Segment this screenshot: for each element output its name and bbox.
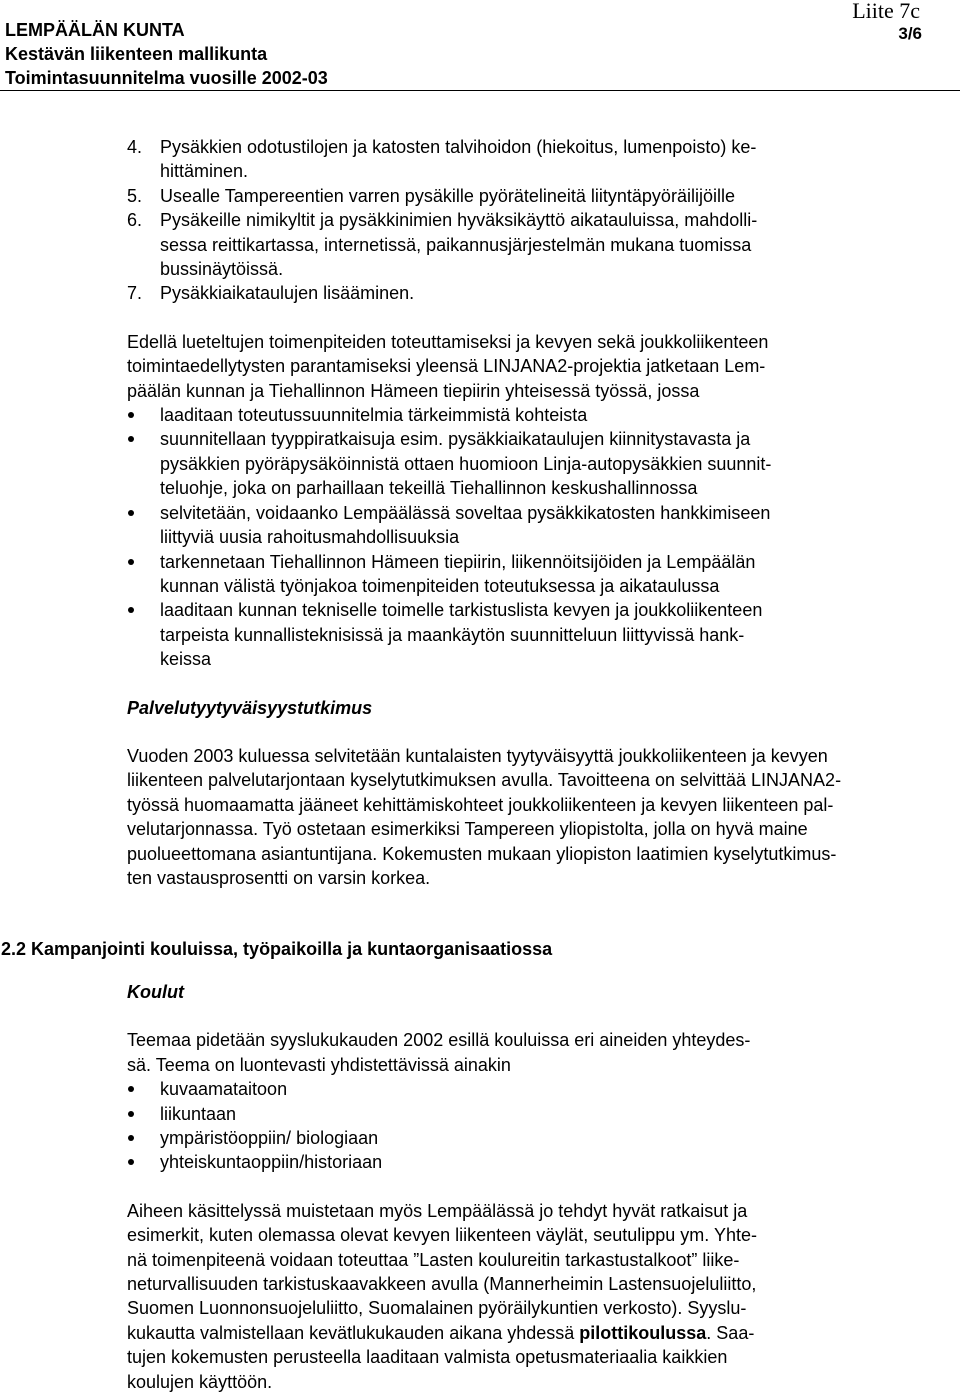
bullet-line: selvitetään, voidaanko Lempäälässä soveltaa pysäkkikatosten hankkimiseen [160,502,771,523]
section-heading: 2.2 Kampanjointi kouluissa, työpaikoilla ja kuntaorganisaatiossa [1,939,553,959]
bullet-icon [128,1135,134,1141]
bullet-line: kuvaamataitoon [160,1079,288,1100]
header-divider [0,90,960,91]
action-bullet-list [127,403,867,671]
bullet-item [127,501,867,550]
schools-intro [127,1028,867,1077]
line-text: . Saa- [706,1322,755,1343]
paragraph-line: sä. Teema on luontevasti yhdistettävissä ainakin [127,1054,511,1075]
subjects-bullet-list [127,1077,867,1175]
bullet-icon [128,1086,134,1092]
paragraph-line: koulujen käyttöön. [127,1371,273,1392]
bullet-item [127,403,867,427]
bullet-icon [128,559,134,565]
item-number: 4. [127,137,143,157]
bullet-item [127,1102,867,1126]
paragraph-line [127,1321,867,1345]
schools-section [127,980,867,1394]
bullet-line: laaditaan kunnan tekniselle toimelle tarkistuslista kevyen ja joukkoliikenteen [160,600,763,621]
bullet-item [127,1150,867,1174]
paragraph-line: liikenteen palvelutarjontaan kyselytutkimuksen avulla. Tavoitteena on selvittää LINJANA2- [127,770,842,791]
bullet-icon [128,510,134,516]
list-item [127,281,867,305]
paragraph-line: velutarjonnassa. Työ ostetaan esimerkiksi Tampereen yliopistolta, jolla on hyvä maine [127,819,808,840]
bullet-line: ympäristöoppiin/ biologiaan [160,1128,379,1149]
paragraph-line: Suomen Luonnonsuojeluliitto, Suomalainen pyöräilykuntien verkosto). Syyslu- [127,1298,747,1319]
paragraph-line: päälän kunnan ja Tiehallinnon Hämeen tiepiirin yhteisessä työssä, jossa [127,380,700,401]
pilot-school-emphasis: pilottikoulussa [579,1322,707,1343]
page-header [5,18,328,90]
paragraph-line: Teemaa pidetään syyslukukauden 2002 esillä kouluissa eri aineiden yhteydes- [127,1030,751,1051]
bullet-line: teluohje, joka on parhaillaan tekeillä Tiehallinnon keskushallinnossa [160,478,698,499]
bullet-line: yhteiskuntaoppiin/historiaan [160,1152,383,1173]
item-line: bussinäytöissä. [160,259,284,280]
item-number: 7. [127,283,143,304]
bullet-icon [128,1159,134,1165]
paragraph-line: Edellä lueteltujen toimenpiteiden toteuttamiseksi ja kevyen sekä joukkoliikenteen [127,331,769,352]
bullet-item [127,598,867,671]
paragraph-line: ten vastausprosentti on varsin korkea. [127,867,431,888]
page-number: 3/6 [898,24,922,43]
bullet-item [127,427,867,500]
bullet-line: pysäkkien pyöräpysäköinnistä ottaen huomioon Linja-autopysäkkien suunnit- [160,453,772,474]
bullet-line: liittyviä uusia rahoitusmahdollisuuksia [160,527,460,548]
paragraph-line: toimintaedellytysten parantamiseksi yleensä LINJANA2-projektia jatketaan Lem- [127,356,766,377]
bullet-icon [128,436,134,442]
paragraph-line: työssä huomaamatta jääneet kehittämiskohteet joukkoliikenteen ja kevyen liikenteen pal- [127,794,834,815]
survey-paragraph [127,744,867,890]
item-line: Pysäkkien odotustilojen ja katosten talvihoidon (hiekoitus, lumenpoisto) ke- [160,137,757,157]
organization-name: LEMPÄÄLÄN KUNTA [5,20,185,40]
bullet-icon [128,412,134,418]
schools-closing-paragraph [127,1199,867,1394]
schools-heading: Koulut [127,982,184,1002]
item-line: sessa reittikartassa, internetissä, paikannusjärjestelmän mukana tuomissa [160,234,752,255]
bullet-item [127,550,867,599]
survey-heading: Palvelutyytyväisyystutkimus [127,697,373,718]
paragraph-line: Vuoden 2003 kuluessa selvitetään kuntalaisten tyytyväisyyttä joukkoliikenteen ja kevyen [127,745,828,766]
paragraph-line: puolueettomana asiantuntijana. Kokemusten mukaan yliopiston laatimien kyselytutkimus- [127,843,837,864]
document-body [127,135,867,890]
line-text: kukautta valmistellaan kevätlukukauden aikana yhdessä [127,1322,580,1343]
item-line: Usealle Tampereentien varren pysäkille pyörätelineitä liityntäpyöräilijöille [160,185,735,206]
list-item [127,208,867,281]
bullet-line: tarpeista kunnallisteknisissä ja maankäytön suunnitteluun liittyvissä hank- [160,624,745,645]
intro-paragraph [127,330,867,403]
bullet-line: tarkennetaan Tiehallinnon Hämeen tiepiirin, liikennöitsijöiden ja Lempäälän [160,551,756,572]
paragraph-line: neturvallisuuden tarkistuskaavakkeen avulla (Mannerheimin Lastensuojeluliitto, [127,1274,757,1295]
bullet-line: keissa [160,649,212,670]
bullet-item [127,1077,867,1101]
bullet-line: laaditaan toteutussuunnitelmia tärkeimmistä kohteista [160,405,588,426]
bullet-icon [128,1111,134,1117]
paragraph-line: esimerkit, kuten olemassa olevat kevyen liikenteen väylät, seutulippu ym. Yhte- [127,1225,757,1246]
paragraph-line: Aiheen käsittelyssä muistetaan myös Lempäälässä jo tehdyt hyvät ratkaisut ja [127,1200,748,1221]
list-item [127,135,867,184]
numbered-list [127,135,867,306]
bullet-line: kunnan välistä työnjakoa toimenpiteiden toteutuksessa ja aikataulussa [160,575,720,596]
document-title: Kestävän liikenteen mallikunta [5,44,268,64]
item-number: 6. [127,210,143,231]
item-line: Pysäkeille nimikyltit ja pysäkkinimien hyväksikäyttö aikatauluissa, mahdolli- [160,210,758,231]
bullet-line: suunnitellaan tyyppiratkaisuja esim. pysäkkiaikataulujen kiinnitystavasta ja [160,429,751,450]
bullet-icon [128,607,134,613]
bullet-item [127,1126,867,1150]
bullet-line: liikuntaan [160,1103,237,1124]
item-line: hittäminen. [160,161,249,182]
document-subtitle: Toimintasuunnitelma vuosille 2002-03 [5,68,328,88]
paragraph-line: nä toimenpiteenä voidaan toteuttaa ”Lasten koulureitin tarkastustalkoot” liike- [127,1249,740,1270]
list-item [127,184,867,208]
item-number: 5. [127,185,143,206]
paragraph-line: tujen kokemusten perusteella laaditaan valmista opetusmateriaalia kaikkien [127,1347,728,1368]
item-line: Pysäkkiaikataulujen lisääminen. [160,283,415,304]
attachment-label: Liite 7c [852,0,920,23]
